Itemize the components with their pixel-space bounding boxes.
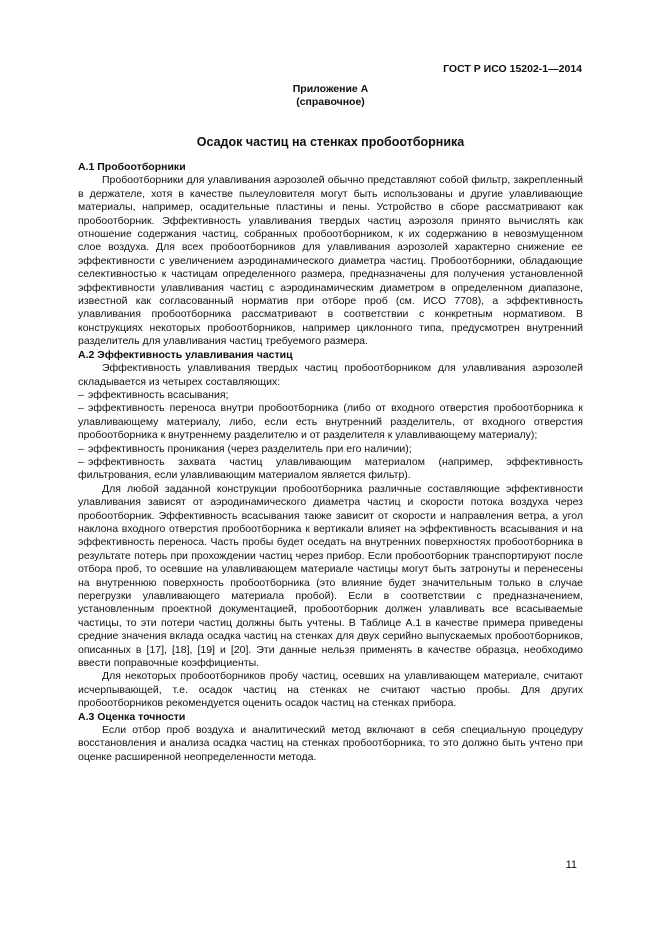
annex-label: Приложение А [292,83,369,95]
section-heading-a3: А.3 Оценка точности [78,710,186,723]
document-body [78,161,583,764]
paragraph-a2-2: Для любой заданной конструкции пробоотборника различные составляющие эффективности улавливания зависят от аэродинамического диаметра частиц и скорости потока воздуха через пробоотборник. Эффективность всасывания также зависит от скорости и направления ветра, а угол наклона входного отверстия пробоотборника к вертикали влияет на эффективность всасывания и на эффективность переноса. Часть пробы будет оседать на внутренних поверхностях пробоотборника в результате потерь при прохождении частиц через прибор. Если пробоотборник транспортируют после отбора проб, то осевшие на улавливающем материале частицы могут быть затронуты и перенесены на внутреннюю поверхность пробоотборника (это влияние будет значительным только в случае перегрузки улавливающего материала пробой). Если в соответствии с предназначением, установленным проектной документацией, пробоотборник должен улавливать все всасываемые частицы, то эти потери частиц должны быть учтены. В Таблице А.1 в качестве примера приведены средние значения вклада осадка частиц на стенках для двух серийно выпускаемых пробоотборников, описанных в [17], [18], [19] и [20]. Эти данные нельзя применять в качестве образца, необходимо ввести поправочные коэффициенты. [78,482,583,670]
list-item-2: – эффективность переноса внутри пробоотборника (либо от входного отверстия пробоотборника к улавливающему материалу, либо, если есть внутренний разделитель, от входного отверстия пробоотборника к внутреннему разделителю и от разделителя к улавливающему материалу); [78,402,583,442]
paragraph-a2-intro: Эффективность улавливания твердых частиц пробоотборником для улавливания аэрозолей складывается из четырех составляющих: [78,362,583,388]
list-item-3: – эффективность проникания (через разделитель при его наличии); [78,442,412,455]
section-heading-a1: А.1 Пробоотборники [78,161,186,173]
paragraph-a1-1: Пробоотборники для улавливания аэрозолей обычно представляют собой фильтр, закрепленный в держателе, хотя в качестве пылеуловителя могут быть использованы и другие улавливающие материалы, например, осадительные пластины и пены. Устройство в сборе рассматривают как пробоотборник. Эффективность улавливания твердых частиц аэрозоля принято вычислять как отношение содержания частиц, собранных пробоотборником, к их содержанию в невозмущенном слое воздуха. Для всех пробоотборников для улавливания аэрозолей характерно снижение ее эффективности с увеличением аэродинамического диаметра частиц. Пробоотборники, обладающие селективностью к частицам определенного размера, предназначены для получения установленной эффективности улавливания частиц с аэродинамическим диаметром в определенном диапазоне, известной как согласованный норматив при отборе проб (см. ИСО 7708), а эффективность улавливания пробоотборника рассматривают в соответствии с конкретным нормативом. В конструкциях некоторых пробоотборников, например циклонного типа, предусмотрен внутренний разделитель для улавливания частиц требуемого размера. [78,174,583,348]
list-item-1: – эффективность всасывания; [78,388,229,401]
section-heading-a2: А.2 Эффективность улавливания частиц [78,348,293,361]
annex-heading [0,83,661,110]
paragraph-a2-3: Для некоторых пробоотборников пробу частиц, осевших на улавливающем материале, считают исчерпывающей, т.е. осадок частиц на стенках не считают частью пробы. Для других пробоотборников рекомендуется оценить осадок частиц на стенках прибора. [78,670,583,710]
paragraph-a3-1: Если отбор проб воздуха и аналитический метод включают в себя специальную процедуру восстановления и анализа осадка частиц на стенках пробоотборника, то это должно быть учтено при оценке расширенной неопределенности метода. [78,724,583,763]
page-number: 11 [565,859,577,871]
document-id-header: ГОСТ Р ИСО 15202-1—2014 [443,63,582,75]
annex-title: Осадок частиц на стенках пробоотборника [196,135,465,149]
list-item-4: – эффективность захвата частиц улавливающим материалом (например, эффективность фильтрования, если улавливающим материалом является фильтр). [78,455,583,482]
annex-type: (справочное) [296,96,365,109]
